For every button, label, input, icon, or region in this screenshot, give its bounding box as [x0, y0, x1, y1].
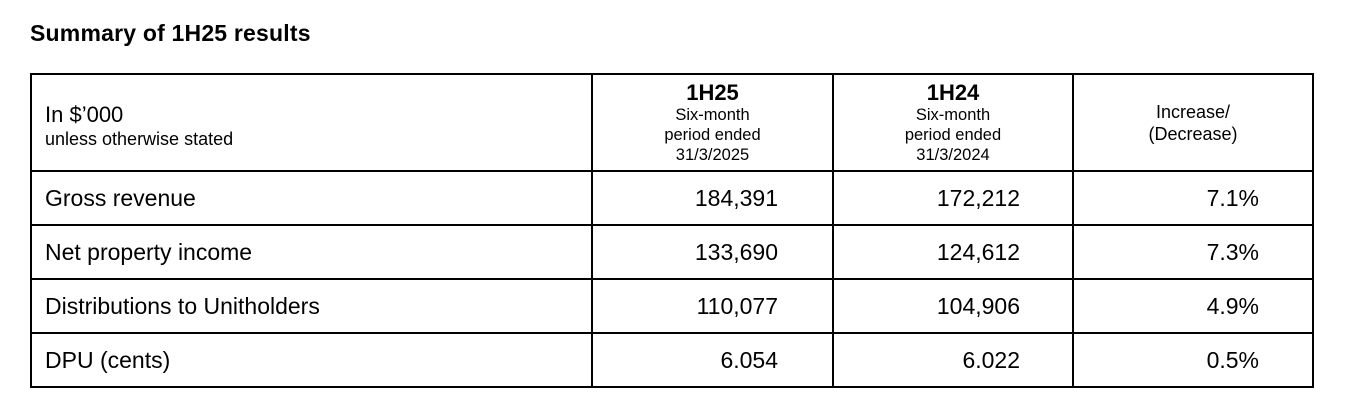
change-header-line: (Decrease): [1148, 123, 1238, 144]
table-row: [31, 225, 1313, 279]
period-header-1h24: [833, 74, 1073, 171]
table-row: [31, 279, 1313, 333]
unit-header-cell: [31, 74, 592, 171]
value-1h25: 133,690: [592, 225, 833, 279]
period-label: 1H25: [686, 79, 739, 105]
period-label: 1H24: [926, 79, 980, 105]
change-value: 0.5%: [1073, 333, 1313, 387]
row-label: Net property income: [31, 225, 592, 279]
unit-note: unless otherwise stated: [45, 128, 234, 149]
period-description: Six-month: [675, 105, 750, 124]
row-label: DPU (cents): [31, 333, 592, 387]
change-header-line: Increase/: [1155, 101, 1231, 122]
document-title: Summary of 1H25 results: [30, 20, 311, 46]
table-row: [31, 171, 1313, 225]
period-description: period ended: [664, 125, 761, 144]
period-description: period ended: [904, 125, 1002, 144]
change-value: 7.1%: [1073, 171, 1313, 225]
value-1h24: 6.022: [833, 333, 1073, 387]
header-row: [31, 74, 1313, 171]
period-header-1h25: [592, 74, 833, 171]
table-row: [31, 333, 1313, 387]
change-value: 7.3%: [1073, 225, 1313, 279]
period-description: Six-month: [915, 105, 991, 124]
value-1h24: 104,906: [833, 279, 1073, 333]
value-1h24: 124,612: [833, 225, 1073, 279]
period-end-date: 31/3/2024: [916, 145, 990, 164]
value-1h24: 172,212: [833, 171, 1073, 225]
unit-label: In $’000: [45, 101, 124, 127]
results-summary-table: [30, 73, 1314, 388]
change-value: 4.9%: [1073, 279, 1313, 333]
value-1h25: 184,391: [592, 171, 833, 225]
row-label: Distributions to Unitholders: [31, 279, 592, 333]
period-end-date: 31/3/2025: [675, 145, 750, 164]
row-label: Gross revenue: [31, 171, 592, 225]
value-1h25: 6.054: [592, 333, 833, 387]
change-header-cell: [1073, 74, 1313, 171]
value-1h25: 110,077: [592, 279, 833, 333]
